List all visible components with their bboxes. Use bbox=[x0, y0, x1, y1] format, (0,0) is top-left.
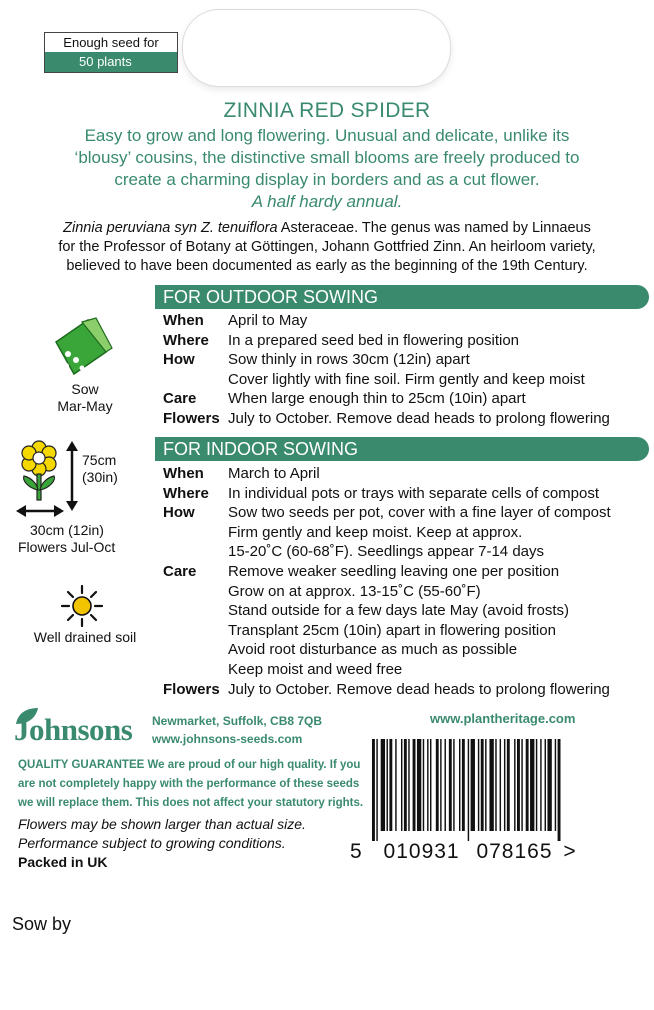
row-text: In individual pots or trays with separate cells of compost bbox=[228, 484, 600, 502]
table-row bbox=[163, 640, 647, 660]
barcode-lead-digit: 5 bbox=[350, 840, 363, 863]
barcode-bar bbox=[449, 739, 452, 831]
barcode-group-left: 010931 bbox=[383, 840, 460, 863]
barcode-bar bbox=[404, 739, 407, 831]
row-text: In a prepared seed bed in flowering position bbox=[228, 331, 520, 349]
table-row bbox=[163, 409, 647, 429]
table-row bbox=[163, 582, 647, 602]
table-row bbox=[163, 621, 647, 641]
barcode-bar bbox=[555, 739, 556, 831]
row-label: Care bbox=[163, 390, 197, 408]
packed-origin: Packed in UK bbox=[18, 854, 108, 870]
guarantee-text: we will replace them. This does not affect your statutory rights. bbox=[18, 797, 364, 809]
row-label: Where bbox=[163, 484, 209, 502]
barcode-bar bbox=[459, 739, 460, 831]
barcode-bar bbox=[427, 739, 428, 831]
barcode-bar bbox=[504, 739, 505, 831]
table-row bbox=[163, 389, 647, 409]
soil-type-label: Well drained soil bbox=[33, 629, 137, 645]
barcode-bar bbox=[423, 739, 424, 831]
barcode-bar bbox=[372, 739, 375, 841]
barcode-bar bbox=[387, 739, 388, 831]
row-text: Keep moist and weed free bbox=[228, 660, 403, 678]
genus-text: for the Professor of Botany at Göttingen, Johann Gottfried Zinn. An heirloom variety, bbox=[58, 239, 596, 255]
barcode-bar bbox=[462, 739, 465, 831]
barcode-bar bbox=[468, 739, 469, 841]
table-row bbox=[163, 523, 647, 543]
barcode-bar bbox=[408, 739, 409, 831]
barcode-bar bbox=[495, 739, 496, 831]
barcode-bar bbox=[521, 739, 522, 831]
seed-packet-icon bbox=[52, 316, 118, 378]
table-row bbox=[163, 562, 647, 582]
table-row bbox=[163, 464, 647, 484]
row-text: Transplant 25cm (10in) apart in flowering position bbox=[228, 621, 556, 639]
description-line: Easy to grow and long flowering. Unusual and delicate, unlike its bbox=[84, 126, 570, 145]
row-text: Cover lightly with fine soil. Firm gently and keep moist bbox=[228, 370, 585, 388]
table-row bbox=[163, 503, 647, 523]
table-row bbox=[163, 601, 647, 621]
row-label bbox=[163, 542, 228, 562]
row-text: Stand outside for a few days late May (avoid frosts) bbox=[228, 602, 569, 620]
row-text: March to April bbox=[228, 465, 320, 482]
barcode-bar bbox=[395, 739, 396, 831]
table-row bbox=[163, 542, 647, 562]
spread-arrow-icon bbox=[16, 504, 64, 518]
height-arrow-icon bbox=[64, 441, 80, 511]
genus-text: Asteraceae. The genus was named by Linnaeus bbox=[277, 220, 591, 236]
row-label: How bbox=[163, 504, 195, 522]
row-text: Sow two seeds per pot, cover with a fine layer of compost bbox=[228, 504, 611, 522]
row-label: How bbox=[163, 351, 195, 369]
barcode-bar bbox=[481, 739, 484, 831]
row-text: 15-20˚C (60-68˚F). Seedlings appear 7-14 days bbox=[228, 543, 545, 561]
barcode-bar bbox=[478, 739, 479, 831]
latin-name: Zinnia peruviana syn Z. tenuiflora bbox=[63, 220, 278, 236]
table-row bbox=[163, 350, 647, 370]
description-line: ‘blousy’ cousins, the distinctive small blooms are freely produced to bbox=[74, 148, 580, 167]
height-label bbox=[82, 452, 142, 486]
packet-tab-cutout bbox=[183, 10, 450, 86]
outdoor-sowing-heading: FOR OUTDOOR SOWING bbox=[155, 285, 649, 309]
indoor-sowing-table bbox=[163, 464, 647, 699]
row-text: Firm gently and keep moist. Keep at approx. bbox=[228, 523, 523, 541]
barcode-bar bbox=[417, 739, 421, 831]
table-row bbox=[163, 660, 647, 680]
spread-value: 30cm (12in) bbox=[30, 522, 104, 538]
genus-text: believed to have been documented as early as the beginning of the 19th Century. bbox=[66, 258, 588, 274]
barcode-bar bbox=[485, 739, 486, 831]
sow-period-label bbox=[38, 381, 132, 415]
barcode-bar bbox=[453, 739, 454, 831]
barcode-bar bbox=[389, 739, 392, 831]
barcode-end-arrow: > bbox=[563, 840, 577, 863]
row-text: July to October. Remove dead heads to prolong flowering bbox=[228, 409, 610, 427]
barcode-bar bbox=[430, 739, 431, 831]
barcode bbox=[372, 739, 636, 841]
barcode-bar bbox=[547, 739, 551, 831]
product-title: ZINNIA RED SPIDER bbox=[223, 99, 431, 122]
barcode-bar bbox=[558, 739, 561, 841]
guarantee-heading: QUALITY GUARANTEE bbox=[18, 759, 145, 771]
row-text: Avoid root disturbance as much as possible bbox=[228, 641, 518, 659]
brand-name: Johnsons bbox=[14, 712, 133, 747]
row-text: April to May bbox=[228, 312, 308, 329]
barcode-bar bbox=[536, 739, 537, 831]
barcode-bar bbox=[471, 739, 475, 831]
sow-label-line: Mar-May bbox=[57, 398, 113, 414]
barcode-number bbox=[350, 840, 650, 864]
outdoor-sowing-table bbox=[163, 311, 647, 429]
barcode-bar bbox=[381, 739, 385, 831]
row-label bbox=[163, 370, 228, 390]
barcode-bar bbox=[413, 739, 416, 831]
table-row bbox=[163, 680, 647, 700]
sow-label-line: Sow bbox=[71, 381, 99, 397]
seed-quantity-box bbox=[44, 32, 178, 73]
barcode-bar bbox=[530, 739, 534, 831]
plant-heritage-website[interactable]: www.plantheritage.com bbox=[430, 711, 576, 726]
row-text: Sow thinly in rows 30cm (12in) apart bbox=[228, 351, 470, 369]
row-label bbox=[163, 582, 228, 602]
hardiness-note: A half hardy annual. bbox=[251, 192, 403, 211]
barcode-group-right: 078165 bbox=[476, 840, 553, 863]
product-description bbox=[10, 125, 644, 213]
barcode-bar bbox=[514, 739, 515, 831]
row-text: Remove weaker seedling leaving one per position bbox=[228, 562, 560, 580]
row-label: Care bbox=[163, 562, 197, 580]
packet-notes bbox=[18, 815, 306, 872]
table-row bbox=[163, 331, 647, 351]
barcode-bar bbox=[489, 739, 493, 831]
size-disclaimer: Flowers may be shown larger than actual size. bbox=[18, 816, 306, 832]
row-label: Where bbox=[163, 331, 209, 349]
johnsons-logo bbox=[14, 706, 148, 752]
quality-guarantee bbox=[18, 756, 364, 813]
barcode-bar bbox=[436, 739, 439, 831]
table-row bbox=[163, 311, 647, 331]
flowering-period: Flowers Jul-Oct bbox=[18, 539, 116, 555]
barcode-bar bbox=[507, 739, 510, 831]
seed-quantity-label: Enough seed for bbox=[63, 35, 159, 50]
barcode-bar bbox=[445, 739, 446, 831]
barcode-bar bbox=[540, 739, 541, 831]
row-label bbox=[163, 640, 228, 660]
height-value: 75cm bbox=[82, 452, 117, 468]
row-label: Flowers bbox=[163, 680, 220, 698]
flower-plant-icon bbox=[16, 438, 62, 508]
barcode-bar bbox=[500, 739, 501, 831]
row-label: When bbox=[163, 312, 204, 329]
seed-quantity-value: 50 plants bbox=[45, 52, 177, 72]
barcode-bar bbox=[376, 739, 377, 841]
barcode-bar bbox=[526, 739, 529, 831]
barcode-bar bbox=[517, 739, 520, 831]
row-label bbox=[163, 523, 228, 543]
row-label bbox=[163, 660, 228, 680]
description-line: create a charming display in borders and as a cut flower. bbox=[114, 170, 540, 189]
row-label: When bbox=[163, 465, 204, 482]
sun-icon bbox=[60, 584, 104, 628]
spread-label bbox=[18, 522, 154, 556]
row-text: When large enough thin to 25cm (10in) apart bbox=[228, 390, 526, 408]
row-text: July to October. Remove dead heads to prolong flowering bbox=[228, 680, 610, 698]
guarantee-text: We are proud of our high quality. If you bbox=[144, 759, 361, 771]
brand-address: Newmarket, Suffolk, CB8 7QB bbox=[152, 714, 323, 728]
guarantee-text: are not completely happy with the performance of these seeds bbox=[18, 778, 360, 790]
row-label bbox=[163, 601, 228, 621]
height-value-imperial: (30in) bbox=[82, 469, 118, 485]
table-row bbox=[163, 370, 647, 390]
genus-paragraph bbox=[10, 219, 644, 276]
brand-website[interactable]: www.johnsons-seeds.com bbox=[152, 732, 303, 746]
table-row bbox=[163, 484, 647, 504]
indoor-sowing-heading: FOR INDOOR SOWING bbox=[155, 437, 649, 461]
barcode-bar bbox=[440, 739, 441, 831]
barcode-bar bbox=[401, 739, 402, 831]
row-label bbox=[163, 621, 228, 641]
row-label: Flowers bbox=[163, 409, 220, 427]
sow-by-label: Sow by bbox=[12, 914, 72, 934]
barcode-bar bbox=[545, 739, 546, 831]
performance-disclaimer: Performance subject to growing conditions. bbox=[18, 835, 286, 851]
row-text: Grow on at approx. 13-15˚C (55-60˚F) bbox=[228, 582, 481, 600]
